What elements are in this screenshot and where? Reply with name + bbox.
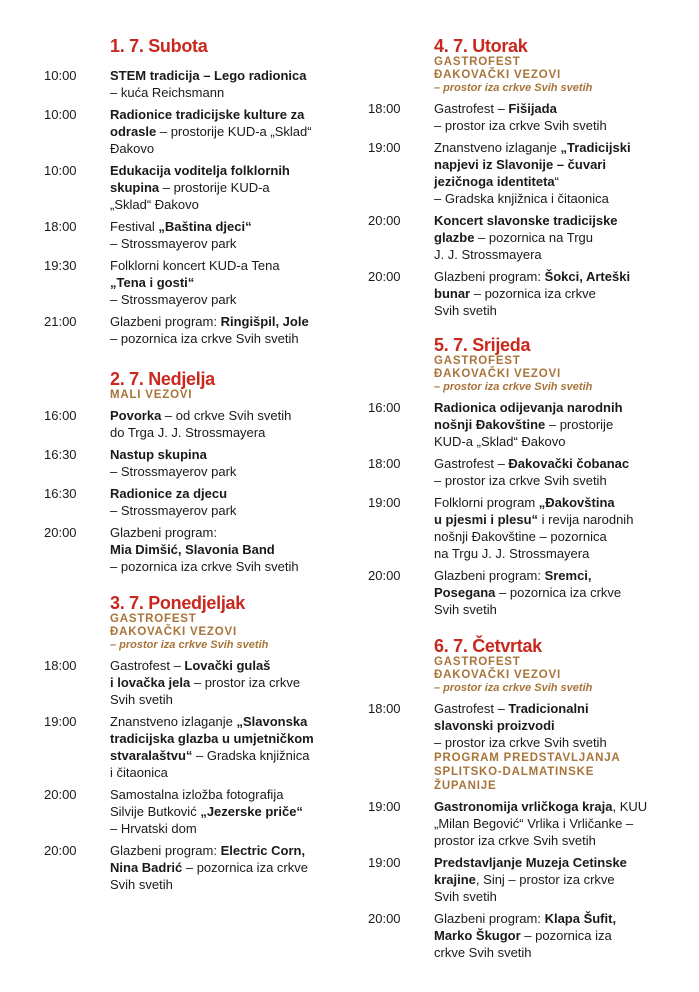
event-description bbox=[434, 100, 688, 134]
event-highlight: u pjesmi i plesu“ bbox=[434, 512, 539, 527]
day-location: – prostor iza crkve Svih svetih bbox=[110, 639, 269, 651]
event-time: 20:00 bbox=[368, 213, 401, 228]
event-description bbox=[110, 218, 344, 252]
event-description bbox=[110, 106, 344, 157]
event-description bbox=[110, 407, 344, 441]
event-time: 21:00 bbox=[44, 314, 77, 329]
event-text: – pozornica iza crkve Svih svetih bbox=[110, 331, 299, 346]
event-text: – Strossmayerov park bbox=[110, 236, 237, 251]
event-row bbox=[44, 485, 344, 519]
event-highlight: „Baština djeci“ bbox=[158, 219, 252, 234]
day-location: – prostor iza crkve Svih svetih bbox=[434, 82, 593, 94]
event-description bbox=[434, 268, 688, 319]
event-highlight: Radionice tradicijske kulture za bbox=[110, 107, 305, 122]
event-text: – Strossmayerov park bbox=[110, 464, 237, 479]
event-description bbox=[434, 455, 688, 489]
event-highlight: skupina bbox=[110, 180, 160, 195]
event-description bbox=[434, 910, 688, 961]
event-text: – pozornica iza bbox=[520, 928, 612, 943]
event-text: Glazbeni program: bbox=[434, 568, 545, 583]
event-highlight: i lovačka jela bbox=[110, 675, 191, 690]
event-time: 18:00 bbox=[368, 456, 401, 471]
event-text: Svih svetih bbox=[434, 889, 497, 904]
left-column bbox=[44, 36, 344, 893]
event-row bbox=[44, 524, 344, 575]
event-row bbox=[368, 268, 688, 319]
event-row bbox=[368, 567, 688, 618]
event-highlight: Lovački gulaš bbox=[184, 658, 271, 673]
event-row bbox=[44, 786, 344, 837]
event-highlight: jezičnoga identiteta bbox=[434, 174, 555, 189]
day-subtitle: MALI VEZOVI bbox=[110, 389, 193, 401]
event-description bbox=[110, 446, 344, 480]
event-description bbox=[434, 854, 688, 905]
event-text: Znanstveno izlaganje bbox=[434, 140, 561, 155]
event-text: Glazbeni program: bbox=[434, 269, 545, 284]
day-location: – prostor iza crkve Svih svetih bbox=[434, 381, 593, 393]
event-row bbox=[368, 910, 688, 961]
event-highlight: Tradicionalni bbox=[508, 701, 589, 716]
event-highlight: Šokci, Arteški bbox=[544, 269, 631, 284]
event-highlight: „Tradicijski bbox=[560, 140, 631, 155]
event-time: 20:00 bbox=[368, 568, 401, 583]
day-subtitle-2: ĐAKOVAČKI VEZOVI bbox=[110, 626, 237, 638]
event-time: 18:00 bbox=[368, 101, 401, 116]
event-text: – pozornica iza crkve bbox=[495, 585, 622, 600]
event-time: 20:00 bbox=[368, 911, 401, 926]
event-description bbox=[110, 713, 344, 781]
event-text: do Trga J. J. Strossmayera bbox=[110, 425, 266, 440]
event-highlight: nošnji Đakovštine bbox=[434, 417, 546, 432]
event-text: Svih svetih bbox=[110, 877, 173, 892]
day-title: 2. 7. Nedjelja bbox=[110, 369, 215, 389]
event-text: Folklorni program bbox=[434, 495, 539, 510]
day-subtitle: GASTROFEST bbox=[434, 355, 521, 367]
day-section bbox=[368, 636, 688, 961]
event-time: 18:00 bbox=[368, 701, 401, 716]
event-text: Samostalna izložba fotografija bbox=[110, 787, 284, 802]
day-section bbox=[44, 593, 344, 893]
event-description bbox=[434, 798, 688, 849]
day-subtitle: GASTROFEST bbox=[110, 613, 197, 625]
event-highlight: napjevi iz Slavonije – čuvari bbox=[434, 157, 606, 172]
day-section bbox=[44, 36, 344, 347]
event-text: KUD-a „Sklad“ Đakovo bbox=[434, 434, 566, 449]
event-highlight: Fišijada bbox=[508, 101, 557, 116]
event-text: – prostor iza crkve Svih svetih bbox=[434, 118, 607, 133]
event-description bbox=[110, 786, 344, 837]
event-highlight: slavonski proizvodi bbox=[434, 718, 555, 733]
event-highlight: Electric Corn, bbox=[220, 843, 306, 858]
event-text: i revija narodnih bbox=[538, 512, 634, 527]
event-text: Gastrofest – bbox=[434, 701, 509, 716]
event-row bbox=[44, 446, 344, 480]
event-highlight: STEM tradicija – Lego radionica bbox=[110, 68, 307, 83]
event-highlight: „Jezerske priče“ bbox=[200, 804, 303, 819]
event-highlight: bunar bbox=[434, 286, 471, 301]
event-time: 19:00 bbox=[368, 855, 401, 870]
event-description bbox=[110, 657, 344, 708]
day-subtitle-2: ĐAKOVAČKI VEZOVI bbox=[434, 368, 561, 380]
event-text: – pozornica na Trgu bbox=[474, 230, 593, 245]
event-row bbox=[44, 313, 344, 347]
event-highlight: Posegana bbox=[434, 585, 496, 600]
program-heading: PROGRAM PREDSTAVLJANJA bbox=[434, 752, 621, 764]
event-row bbox=[44, 713, 344, 781]
event-text: Glazbeni program: bbox=[110, 843, 221, 858]
event-description bbox=[434, 700, 688, 793]
event-time: 10:00 bbox=[44, 163, 77, 178]
event-highlight: Đakovački čobanac bbox=[508, 456, 630, 471]
event-highlight: Edukacija voditelja folklornih bbox=[110, 163, 290, 178]
event-text: Svih svetih bbox=[434, 602, 497, 617]
event-text: – prostor iza crkve bbox=[190, 675, 301, 690]
right-column bbox=[368, 36, 688, 961]
event-text: crkve Svih svetih bbox=[434, 945, 532, 960]
event-time: 20:00 bbox=[44, 525, 77, 540]
event-description bbox=[110, 67, 344, 101]
event-row bbox=[368, 455, 688, 489]
event-highlight: Radionica odijevanja narodnih bbox=[434, 400, 623, 415]
event-text: , KUU bbox=[612, 799, 648, 814]
event-highlight: glazbe bbox=[434, 230, 475, 245]
event-description bbox=[434, 567, 688, 618]
event-highlight: „Slavonska bbox=[236, 714, 308, 729]
event-row bbox=[44, 407, 344, 441]
event-highlight: „Tena i gosti“ bbox=[110, 275, 195, 290]
event-time: 19:00 bbox=[44, 714, 77, 729]
event-highlight: Ringišpil, Jole bbox=[220, 314, 309, 329]
event-text: “ bbox=[554, 174, 559, 189]
day-section bbox=[368, 335, 688, 618]
event-time: 16:30 bbox=[44, 486, 77, 501]
event-time: 20:00 bbox=[368, 269, 401, 284]
event-description bbox=[434, 212, 688, 263]
day-subtitle-2: ĐAKOVAČKI VEZOVI bbox=[434, 669, 561, 681]
event-row bbox=[44, 257, 344, 308]
event-text: – pozornica iza crkve bbox=[182, 860, 308, 875]
event-time: 16:30 bbox=[44, 447, 77, 462]
event-text: – od crkve Svih svetih bbox=[161, 408, 292, 423]
day-title: 3. 7. Ponedjeljak bbox=[110, 593, 245, 613]
day-subtitle: GASTROFEST bbox=[434, 656, 521, 668]
event-text: Folklorni koncert KUD-a Tena bbox=[110, 258, 280, 273]
event-highlight: krajine bbox=[434, 872, 476, 887]
event-text: – prostor iza crkve Svih svetih bbox=[434, 735, 607, 750]
event-row bbox=[44, 657, 344, 708]
event-text: prostor iza crkve Svih svetih bbox=[434, 833, 596, 848]
event-row bbox=[368, 854, 688, 905]
event-row bbox=[368, 494, 688, 562]
event-text: Gastrofest – bbox=[110, 658, 185, 673]
day-title: 5. 7. Srijeda bbox=[434, 335, 531, 355]
event-row bbox=[368, 399, 688, 450]
day-section bbox=[368, 36, 688, 319]
event-description bbox=[110, 524, 344, 575]
event-text: Festival bbox=[110, 219, 159, 234]
event-highlight: Gastronomija vrličkoga kraja bbox=[434, 799, 613, 814]
event-text: Gastrofest – bbox=[434, 456, 509, 471]
event-highlight: stvaralaštvu“ bbox=[110, 748, 193, 763]
event-text: – Gradska knjižnica bbox=[192, 748, 310, 763]
event-text: J. J. Strossmayera bbox=[434, 247, 542, 262]
event-time: 16:00 bbox=[368, 400, 401, 415]
event-text: Silvije Butković bbox=[110, 804, 201, 819]
event-text: – Hrvatski dom bbox=[110, 821, 197, 836]
program-heading: ŽUPANIJE bbox=[434, 780, 497, 792]
event-time: 20:00 bbox=[44, 787, 77, 802]
event-highlight: Marko Škugor bbox=[434, 928, 521, 943]
event-highlight: „Đakovština bbox=[538, 495, 615, 510]
event-text: – prostorije bbox=[545, 417, 614, 432]
event-text: – Strossmayerov park bbox=[110, 292, 237, 307]
day-subtitle-2: ĐAKOVAČKI VEZOVI bbox=[434, 69, 561, 81]
event-text: „Milan Begović“ Vrlika i Vrličanke – bbox=[434, 816, 634, 831]
event-text: – pozornica iza crkve bbox=[470, 286, 596, 301]
event-row bbox=[368, 798, 688, 849]
event-highlight: tradicijska glazba u umjetničkom bbox=[110, 731, 314, 746]
day-subtitle: GASTROFEST bbox=[434, 56, 521, 68]
event-row bbox=[44, 218, 344, 252]
event-text: Svih svetih bbox=[110, 692, 173, 707]
event-text: – prostor iza crkve Svih svetih bbox=[434, 473, 607, 488]
event-text: „Sklad“ Đakovo bbox=[110, 197, 199, 212]
event-description bbox=[110, 313, 344, 347]
day-location: – prostor iza crkve Svih svetih bbox=[434, 682, 593, 694]
event-description bbox=[434, 399, 688, 450]
event-row bbox=[368, 700, 688, 793]
event-highlight: Nastup skupina bbox=[110, 447, 207, 462]
event-highlight: Klapa Šufit, bbox=[544, 911, 617, 926]
event-time: 18:00 bbox=[44, 219, 77, 234]
event-row bbox=[44, 162, 344, 213]
event-text: – prostorije KUD-a bbox=[159, 180, 270, 195]
event-description bbox=[110, 485, 344, 519]
program-heading: SPLITSKO-DALMATINSKE bbox=[434, 766, 595, 778]
event-time: 19:30 bbox=[44, 258, 77, 273]
event-description bbox=[110, 257, 344, 308]
event-text: – kuća Reichsmann bbox=[110, 85, 225, 100]
event-highlight: Radionice za djecu bbox=[110, 486, 228, 501]
event-highlight: Povorka bbox=[110, 408, 162, 423]
event-text: Gastrofest – bbox=[434, 101, 509, 116]
event-text: Svih svetih bbox=[434, 303, 497, 318]
event-time: 19:00 bbox=[368, 140, 401, 155]
event-description bbox=[434, 494, 688, 562]
event-text: , Sinj – prostor iza crkve bbox=[475, 872, 615, 887]
event-text: – Strossmayerov park bbox=[110, 503, 237, 518]
event-highlight: Predstavljanje Muzeja Cetinske bbox=[434, 855, 627, 870]
event-highlight: Sremci, bbox=[544, 568, 592, 583]
event-text: Đakovo bbox=[110, 141, 155, 156]
day-title: 1. 7. Subota bbox=[110, 36, 208, 56]
event-row bbox=[44, 842, 344, 893]
event-text: Znanstveno izlaganje bbox=[110, 714, 237, 729]
event-time: 19:00 bbox=[368, 495, 401, 510]
event-time: 20:00 bbox=[44, 843, 77, 858]
day-section bbox=[44, 369, 344, 575]
event-time: 18:00 bbox=[44, 658, 77, 673]
event-text: Glazbeni program: bbox=[110, 314, 221, 329]
event-highlight: Mia Dimšić, Slavonia Band bbox=[110, 542, 275, 557]
event-text: Glazbeni program: bbox=[434, 911, 545, 926]
event-highlight: Koncert slavonske tradicijske bbox=[434, 213, 618, 228]
event-time: 19:00 bbox=[368, 799, 401, 814]
event-row bbox=[44, 67, 344, 101]
event-time: 10:00 bbox=[44, 68, 77, 83]
event-text: na Trgu J. J. Strossmayera bbox=[434, 546, 590, 561]
event-time: 16:00 bbox=[44, 408, 77, 423]
event-text: – Gradska knjižnica i čitaonica bbox=[434, 191, 609, 206]
event-text: – pozornica iza crkve Svih svetih bbox=[110, 559, 299, 574]
event-highlight: odrasle bbox=[110, 124, 157, 139]
day-title: 4. 7. Utorak bbox=[434, 36, 528, 56]
event-time: 10:00 bbox=[44, 107, 77, 122]
event-row bbox=[368, 139, 688, 207]
day-title: 6. 7. Četvrtak bbox=[434, 636, 542, 656]
event-description bbox=[434, 139, 688, 207]
event-row bbox=[368, 212, 688, 263]
event-text: nošnji Đakovštine – pozornica bbox=[434, 529, 607, 544]
event-description bbox=[110, 842, 344, 893]
event-text: Glazbeni program: bbox=[110, 525, 217, 540]
event-text: i čitaonica bbox=[110, 765, 168, 780]
event-text: – prostorije KUD-a „Sklad“ bbox=[156, 124, 312, 139]
event-highlight: Nina Badrić bbox=[110, 860, 183, 875]
event-row bbox=[368, 100, 688, 134]
event-row bbox=[44, 106, 344, 157]
event-description bbox=[110, 162, 344, 213]
